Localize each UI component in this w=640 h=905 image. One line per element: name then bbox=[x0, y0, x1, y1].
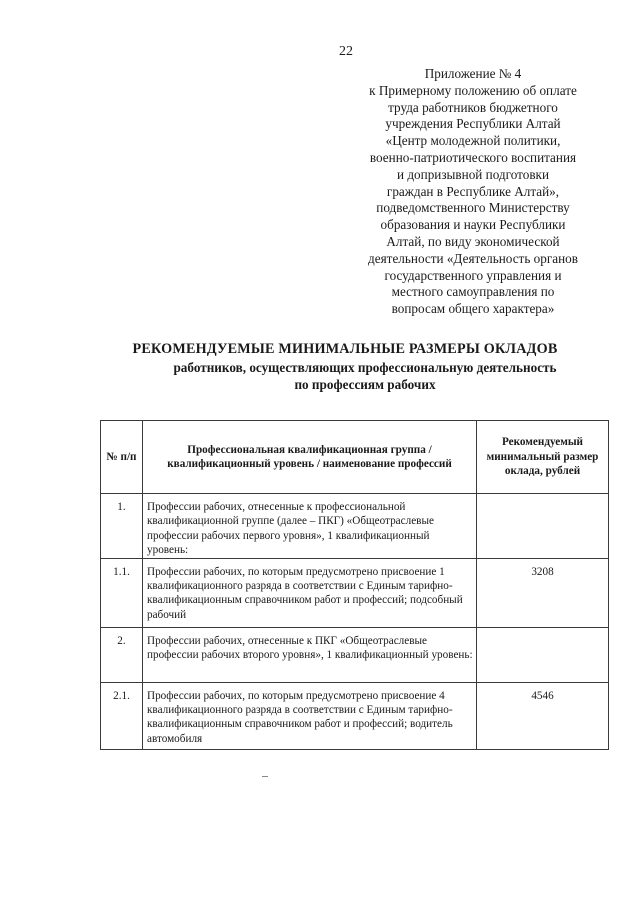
row-salary bbox=[477, 627, 609, 682]
appendix-line: учреждения Республики Алтай bbox=[385, 116, 561, 132]
appendix-line: Алтай, по виду экономической bbox=[386, 233, 560, 249]
row-description: Профессии рабочих, отнесенные к ПКГ «Общеотраслевые профессии рабочих второго уровня», 1 квалификационный уровень: bbox=[143, 627, 477, 682]
appendix-line: военно-патриотического воспитания bbox=[369, 149, 577, 165]
page-number: 22 bbox=[339, 44, 353, 59]
row-description: Профессии рабочих, отнесенные к профессиональной квалификационной группе (далее – ПКГ) «Общеотраслевые профессии рабочих первого уровня», 1 квалификационный уровень: bbox=[143, 494, 477, 559]
appendix-line: образования и науки Республики bbox=[380, 217, 566, 233]
column-header-group: Профессиональная квалификационная группа / квалификационный уровень / наименование профессий bbox=[143, 421, 477, 494]
appendix-line: к Примерному положению об оплате bbox=[369, 82, 577, 98]
document-title-subtitle: работников, осуществляющих профессиональную деятельность bbox=[173, 360, 557, 375]
appendix-line: труда работников бюджетного bbox=[388, 99, 558, 115]
appendix-line: Приложение № 4 bbox=[424, 66, 522, 81]
salary-table bbox=[100, 420, 609, 750]
row-salary: 4546 bbox=[477, 682, 609, 749]
table-row bbox=[101, 627, 609, 682]
appendix-line: вопросам общего характера» bbox=[391, 301, 555, 317]
appendix-line: «Центр молодежной политики, bbox=[385, 133, 561, 149]
row-description: Профессии рабочих, по которым предусмотрено присвоение 4 квалификационного разряда в соответствии с Единым тарифно-квалификационным справочником работ и профессий; водитель автомобиля bbox=[143, 682, 477, 749]
row-number: 1.1. bbox=[101, 558, 143, 627]
appendix-line: государственного управления и bbox=[384, 267, 562, 283]
row-salary bbox=[477, 494, 609, 559]
scan-mark bbox=[262, 776, 268, 777]
appendix-header bbox=[336, 66, 610, 318]
document-title bbox=[90, 340, 600, 393]
row-salary: 3208 bbox=[477, 558, 609, 627]
appendix-line: подведомственного Министерству bbox=[376, 200, 570, 216]
table-row bbox=[101, 558, 609, 627]
row-number: 2. bbox=[101, 627, 143, 682]
document-title-main: РЕКОМЕНДУЕМЫЕ МИНИМАЛЬНЫЕ РАЗМЕРЫ ОКЛАДОВ bbox=[132, 341, 558, 357]
row-number: 1. bbox=[101, 494, 143, 559]
document-title-subtitle: по профессиям рабочих bbox=[294, 377, 436, 392]
row-number: 2.1. bbox=[101, 682, 143, 749]
row-description: Профессии рабочих, по которым предусмотрено присвоение 1 квалификационного разряда в соответствии с Единым тарифно-квалификационным справочником работ и профессий; подсобный рабочий bbox=[143, 558, 477, 627]
table-row bbox=[101, 682, 609, 749]
table-row bbox=[101, 494, 609, 559]
appendix-line: граждан в Республике Алтай», bbox=[386, 183, 560, 199]
appendix-line: деятельности «Деятельность органов bbox=[368, 250, 578, 266]
table-header-row bbox=[101, 421, 609, 494]
column-header-salary: Рекомендуемый минимальный размер оклада, рублей bbox=[477, 421, 609, 494]
appendix-line: и допризывной подготовки bbox=[396, 166, 550, 182]
appendix-line: местного самоуправления по bbox=[391, 284, 555, 300]
column-header-number: № п/п bbox=[101, 421, 143, 494]
